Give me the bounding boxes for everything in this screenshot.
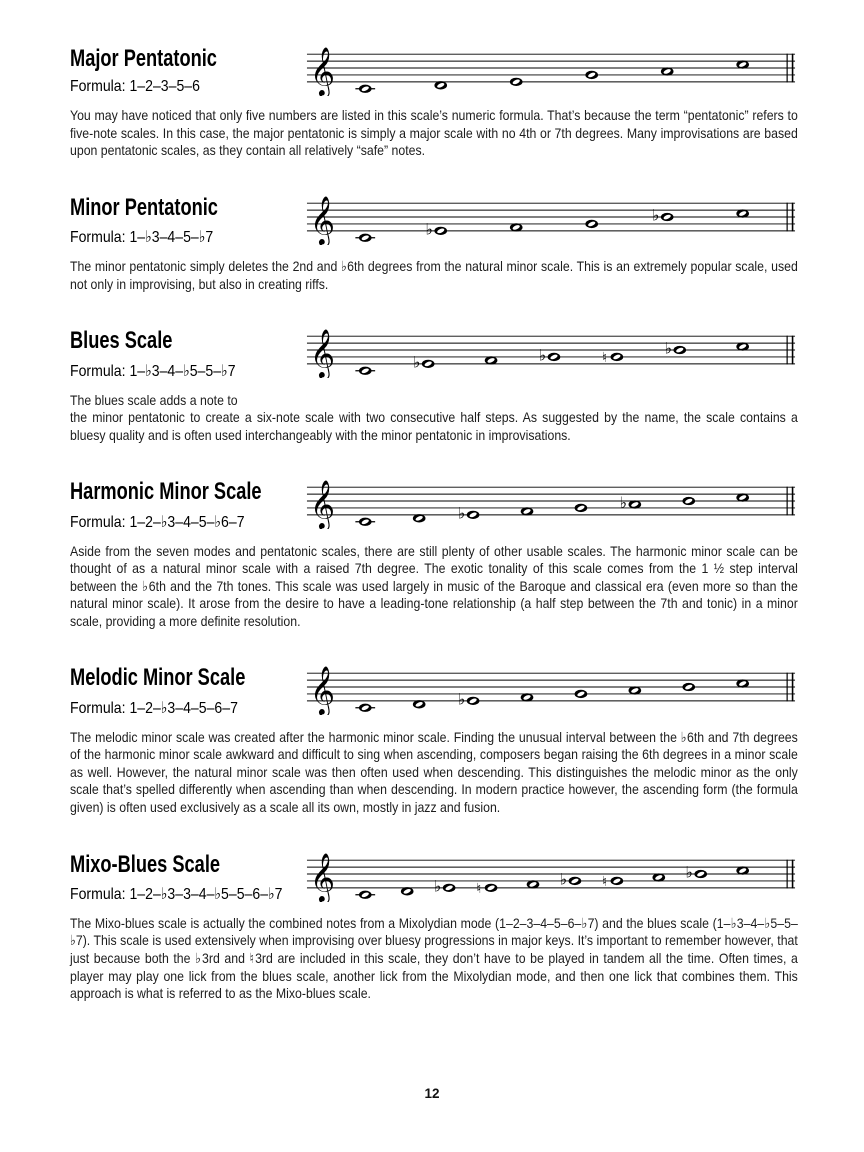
svg-text:♭: ♭ — [664, 338, 672, 358]
section-title: Major Pentatonic — [70, 45, 217, 72]
section-title: Blues Scale — [70, 327, 173, 355]
section-paragraph: the minor pentatonic to create a six-note scale with two consecutive half steps. As suggested by the name, the scale contains a bluesy quality and is often used interchangeably with the minor pentatonic in improvisations. — [70, 409, 798, 443]
section-melodic-minor — [70, 663, 798, 816]
section-mixo-blues — [70, 850, 798, 1003]
svg-text:♭: ♭ — [538, 345, 547, 365]
svg-text:𝄞: 𝄞 — [309, 666, 336, 716]
section-title-block — [70, 193, 304, 247]
section-title-block — [70, 44, 304, 96]
section-paragraph: You may have noticed that only five numbers are listed in this scale’s numeric formula. That’s because the term “pentatonic” refers to five-note scales. In this case, the major pentatonic is simply a major scale with no 4th or 7th degrees. Many improvisations are based upon pentatonic scales, as they contain all relatively “safe” notes. — [70, 107, 798, 159]
section-header — [70, 44, 798, 96]
svg-text:♭: ♭ — [651, 205, 660, 225]
svg-text:♭: ♭ — [412, 352, 421, 372]
scale-formula: Formula: 1–2–♭3–3–4–♭5–5–6–♭7 — [70, 885, 283, 903]
staff-notation-minor-pentatonic — [304, 193, 798, 245]
svg-text:♭: ♭ — [559, 869, 568, 889]
svg-text:𝄞: 𝄞 — [309, 480, 336, 530]
staff-notation-major-pentatonic — [304, 44, 798, 96]
scale-formula: Formula: 1–♭3–4–♭5–5–♭7 — [70, 362, 236, 380]
svg-text:𝄞: 𝄞 — [309, 329, 336, 379]
section-title-block — [70, 663, 304, 717]
page-number: 12 — [424, 1086, 440, 1101]
section-header — [70, 326, 798, 380]
section-paragraph-lead: The blues scale adds a note to — [70, 391, 238, 408]
section-header — [70, 663, 798, 717]
svg-text:♮: ♮ — [476, 880, 482, 897]
scale-formula: Formula: 1–2–♭3–4–5–♭6–7 — [70, 513, 245, 531]
svg-text:𝄞: 𝄞 — [309, 196, 336, 245]
section-blues-scale — [70, 326, 798, 444]
section-title-block — [70, 850, 304, 904]
svg-text:♭: ♭ — [457, 689, 466, 709]
staff-notation-blues-scale — [304, 326, 798, 378]
svg-text:♮: ♮ — [602, 873, 607, 890]
scale-formula: Formula: 1–2–3–5–6 — [70, 78, 200, 96]
svg-text:♭: ♭ — [425, 219, 433, 239]
section-header — [70, 850, 798, 904]
section-paragraph: The minor pentatonic simply deletes the 2nd and ♭6th degrees from the natural minor scale. This is an extremely popular scale, used not only in improvising, but also in creating riffs. — [70, 258, 798, 292]
svg-text:𝄞: 𝄞 — [309, 852, 336, 902]
section-paragraph: The Mixo-blues scale is actually the combined notes from a Mixolydian mode (1–2–3–4–5–6–♭7) and the blues scale (1–♭3–4–♭5–5–♭7). This scale is used extensively when improvising over bluesy progressions in major keys. It’s important to remember however, that just because both the ♭3rd and ♮3rd are included in this scale, they don’t have to be played in tandem all the time. Often times, a player may play one lick from the blues scale, another lick from the Mixolydian mode, and then one lick that combines them. This approach is what is referred to as the Mixo-blues scale. — [70, 914, 798, 1002]
section-title-block — [70, 477, 304, 531]
scale-formula: Formula: 1–2–♭3–4–5–6–7 — [70, 699, 238, 717]
staff-notation-melodic-minor — [304, 663, 798, 715]
section-title: Harmonic Minor Scale — [70, 478, 262, 506]
section-title: Minor Pentatonic — [70, 193, 218, 221]
svg-text:♭: ♭ — [433, 875, 442, 895]
section-title: Mixo-Blues Scale — [70, 850, 221, 878]
section-paragraph: The melodic minor scale was created after the harmonic minor scale. Finding the unusual interval between the ♭6th and 7th degrees of the harmonic minor scale awkward and difficult to sing when ascending, composers began raising the 6th degrees in a minor scale as well. However, the natural minor scale was then often used when descending. This distinguishes the melodic minor as the only scale that’s spelled differently when ascending than when descending. In modern practice however, the ascending form (the formula given) is often used exclusively as a scale all its own, mostly in jazz and fusion. — [70, 728, 798, 816]
svg-text:𝄞: 𝄞 — [309, 47, 336, 96]
section-harmonic-minor — [70, 477, 798, 630]
svg-text:♭: ♭ — [685, 862, 693, 882]
section-header — [70, 477, 798, 531]
section-title: Melodic Minor Scale — [70, 664, 246, 692]
svg-text:♮: ♮ — [602, 350, 607, 367]
svg-text:♭: ♭ — [619, 493, 627, 513]
svg-text:♭: ♭ — [457, 503, 466, 523]
scale-formula: Formula: 1–♭3–4–5–♭7 — [70, 229, 214, 247]
section-header — [70, 193, 798, 247]
page-content — [70, 0, 798, 1003]
section-major-pentatonic — [70, 44, 798, 160]
staff-notation-mixo-blues — [304, 850, 798, 902]
section-title-block — [70, 326, 304, 380]
section-minor-pentatonic — [70, 193, 798, 293]
staff-notation-harmonic-minor — [304, 477, 798, 529]
section-paragraph: Aside from the seven modes and pentatonic scales, there are still plenty of other usable scales. The harmonic minor scale can be thought of as a natural minor scale with a raised 7th degree. The exotic tonality of this scale comes from the 1 ½ step interval between the ♭6th and the 7th tones. This scale was used largely in music of the Baroque and classical era (even more so than the natural minor scale). It arose from the desire to have a leading-tone relationship (a half step between the 7th and tonic) in a minor scale, providing a more definite resolution. — [70, 542, 798, 629]
